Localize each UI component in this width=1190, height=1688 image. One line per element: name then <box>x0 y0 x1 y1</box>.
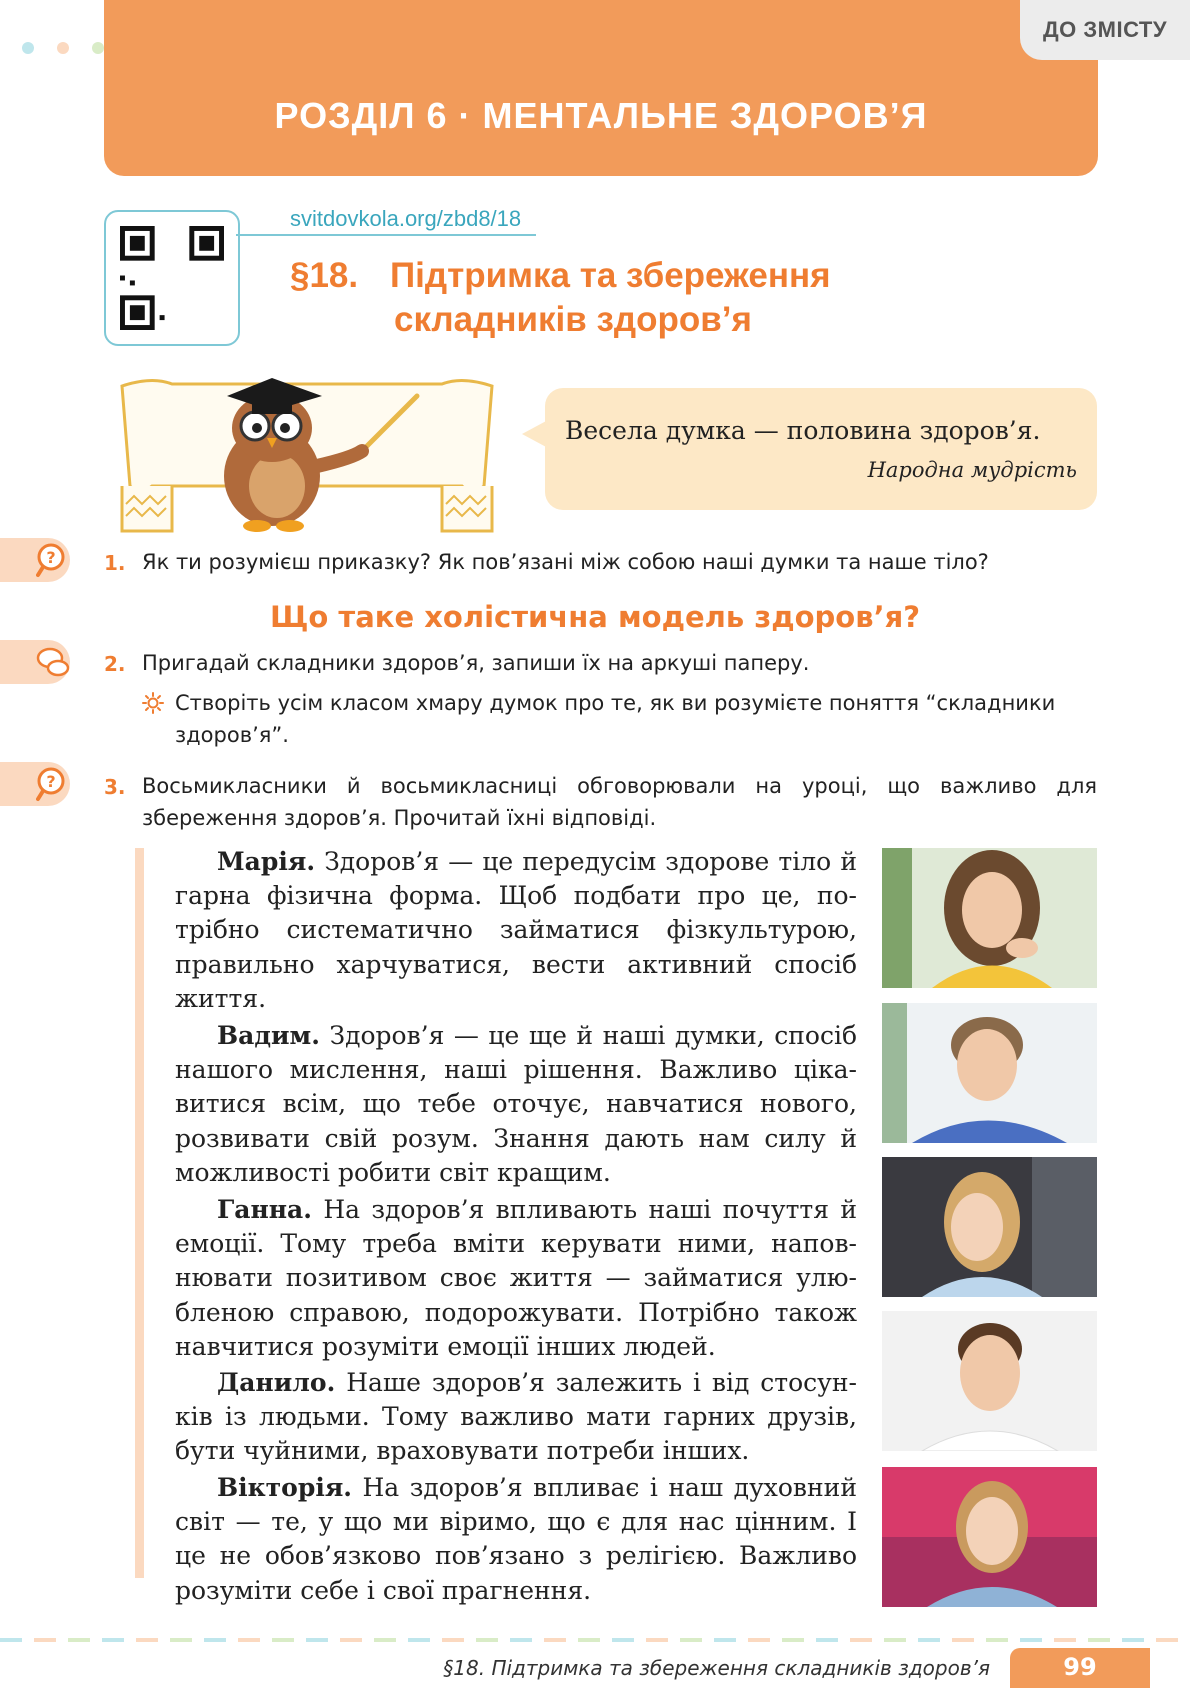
paragraph-title-line2: складників здоров’я <box>394 300 752 339</box>
footer-dash <box>442 1638 464 1642</box>
answer-maria <box>175 845 857 1016</box>
footer-dash <box>816 1638 838 1642</box>
toc-link-label: ДО ЗМІСТУ <box>1042 17 1168 42</box>
section-heading: Що таке холістична модель здоров’я? <box>269 600 921 634</box>
footer-dash <box>1156 1638 1178 1642</box>
footer-dash <box>238 1638 260 1642</box>
footer-dash <box>952 1638 974 1642</box>
footer-dash <box>204 1638 226 1642</box>
group-work-icon <box>142 692 164 714</box>
chapter-banner <box>104 0 1098 176</box>
group-task-text: Створіть усім класом хмару думок про те, як ви розумієте поняття “складники здоров’я”. <box>175 691 1056 747</box>
footer-dash <box>714 1638 736 1642</box>
question-1-text: Як ти розумієш приказку? Як пов’язані між собою наші думки та наше тіло? <box>142 550 989 574</box>
link-underline <box>236 234 536 236</box>
footer-dash <box>578 1638 600 1642</box>
answer-danylo <box>175 1366 857 1469</box>
question-marker-2 <box>0 640 70 684</box>
answer-viktoria <box>175 1471 857 1608</box>
footer-dash <box>850 1638 872 1642</box>
answer-maria-name: Марія. <box>217 847 316 876</box>
paragraph-title <box>290 254 831 342</box>
magnifier-question-icon <box>36 542 68 578</box>
question-2-number: 2. <box>104 652 126 676</box>
question-3-number: 3. <box>104 775 126 799</box>
answer-vadym-text: Здоров’я — це ще й наші думки, спосіб нашого мислення, наші рішення. Важливо цікавитися всім, що тебе оточує, навчатися нового, розвивати свій розум. Знання дають нам силу й можливості робити світ кращим. <box>175 1021 857 1187</box>
footer-dash <box>680 1638 702 1642</box>
answer-danylo-name: Данило. <box>217 1368 336 1397</box>
answer-maria-text: Здоров’я — це передусім здорове тіло й гарна фізична форма. Щоб подбати про це, потрібно систематично займатися фізкультурою, правильно харчуватися, вести активний спосіб життя. <box>175 847 857 1013</box>
footer-dash <box>510 1638 532 1642</box>
footer-dash <box>408 1638 430 1642</box>
footer-dash <box>544 1638 566 1642</box>
question-3-text: Восьмикласники й восьмикласниці обговорювали на уроці, що важливо для збереження здоров’я. Прочитай їхні відповіді. <box>142 774 1097 830</box>
magnifier-question-icon <box>36 766 68 802</box>
photo-hanna <box>882 1157 1097 1297</box>
epigraph-source: Народна мудрість <box>867 458 1077 482</box>
footer-running-title: §18. Підтримка та збереження складників здоров’я <box>443 1656 990 1680</box>
footer-dash <box>0 1638 22 1642</box>
qr-code-icon <box>120 226 224 330</box>
answer-hanna-name: Ганна. <box>217 1195 312 1224</box>
footer-dash <box>136 1638 158 1642</box>
footer-dash <box>374 1638 396 1642</box>
footer-dash <box>986 1638 1008 1642</box>
footer-dash <box>782 1638 804 1642</box>
footer-dash <box>1088 1638 1110 1642</box>
qr-code[interactable] <box>104 210 240 346</box>
owl-mascot-illustration <box>112 366 502 536</box>
question-1-number: 1. <box>104 551 126 575</box>
answer-hanna <box>175 1193 857 1364</box>
footer-dash <box>884 1638 906 1642</box>
answers-side-bar <box>135 848 144 1578</box>
photo-danylo <box>882 1311 1097 1451</box>
svg-text:?: ? <box>46 772 56 791</box>
speech-bubbles-icon <box>36 644 70 680</box>
question-marker-1 <box>0 538 70 582</box>
answer-vadym-name: Вадим. <box>217 1021 320 1050</box>
footer-dash <box>34 1638 56 1642</box>
paragraph-title-line1: Підтримка та збереження <box>390 256 831 295</box>
epigraph-bubble <box>545 388 1097 510</box>
footer-dash <box>476 1638 498 1642</box>
footer-dashed-line <box>0 1638 1190 1642</box>
photo-maria <box>882 848 1097 988</box>
resource-link[interactable]: svitdovkola.org/zbd8/18 <box>290 206 522 231</box>
answer-danylo-text: Наше здоров’я залежить і від стосунків із людьми. Тому важливо мати гарних друзів, бути чуйними, враховувати потреби інших. <box>175 1368 857 1466</box>
footer-dash <box>1020 1638 1042 1642</box>
decorative-dot <box>22 42 34 54</box>
chapter-title: РОЗДІЛ 6 · МЕНТАЛЬНЕ ЗДОРОВ’Я <box>274 95 928 136</box>
footer-dash <box>102 1638 124 1642</box>
footer-dash <box>612 1638 634 1642</box>
footer-dash <box>272 1638 294 1642</box>
question-marker-3 <box>0 762 70 806</box>
page-number: 99 <box>1010 1648 1150 1688</box>
footer-dash <box>1122 1638 1144 1642</box>
answer-hanna-text: На здоров’я впливають наші почуття й емоції. Тому треба вміти керувати ними, наповнювати позитивом своє життя — займатися улюбленою справою, подорожувати. Потрібно також навчитися розуміти емоції інших людей. <box>175 1195 858 1361</box>
footer-dash <box>646 1638 668 1642</box>
decorative-dot <box>92 42 104 54</box>
question-2-text: Пригадай складники здоров’я, запиши їх на аркуші паперу. <box>142 651 810 675</box>
answer-vadym <box>175 1019 857 1190</box>
toc-link[interactable] <box>1020 0 1190 60</box>
paragraph-number: §18. <box>290 256 359 295</box>
photo-vadym <box>882 1003 1097 1143</box>
footer-dash <box>68 1638 90 1642</box>
footer-dash <box>748 1638 770 1642</box>
epigraph-quote: Весела думка — половина здоров’я. <box>565 416 1041 445</box>
footer-dash <box>918 1638 940 1642</box>
footer-dash <box>340 1638 362 1642</box>
footer-dash <box>1054 1638 1076 1642</box>
footer-dash <box>170 1638 192 1642</box>
footer-dash <box>306 1638 328 1642</box>
decorative-dot <box>57 42 69 54</box>
svg-text:?: ? <box>46 548 56 567</box>
photo-viktoria <box>882 1467 1097 1607</box>
answer-viktoria-name: Вікторія. <box>217 1473 352 1502</box>
answer-viktoria-text: На здоров’я впливає і наш духовний світ — те, у що ми віримо, що є для нас цінним. І це не обов’язково пов’язано з релігією. Важливо розуміти себе і свої прагнення. <box>175 1473 857 1605</box>
